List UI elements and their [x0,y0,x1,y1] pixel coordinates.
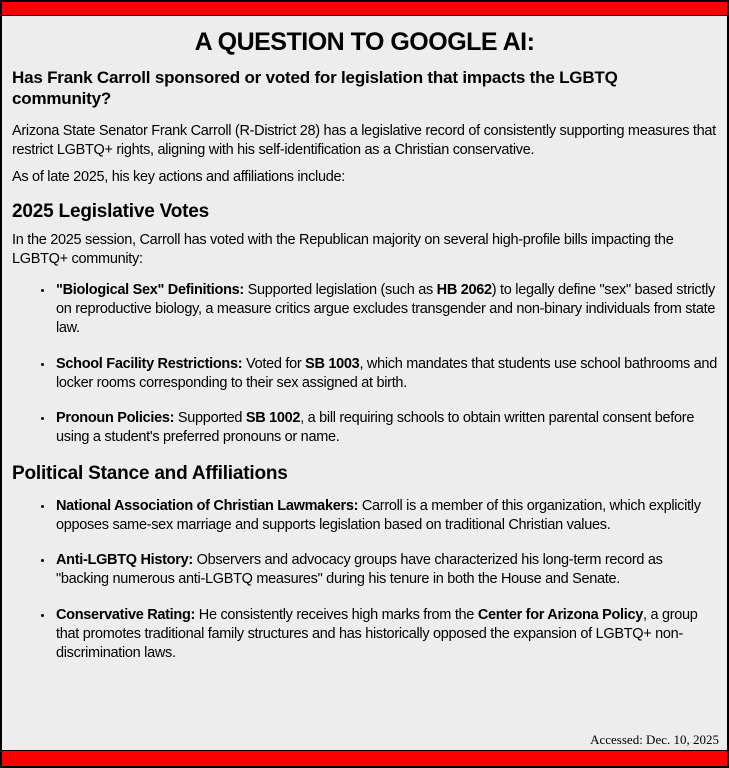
page-title: A QUESTION TO GOOGLE AI: [194,28,535,56]
section-lead-legislative-votes: In the 2025 session, Carroll has voted with the Republican majority on several high-profile bills impacting the LGBTQ+ community: [12,231,674,267]
bullet-list-political-stance [12,497,717,663]
bottom-red-bar [2,750,727,766]
intro-paragraph-1: Arizona State Senator Frank Carroll (R-District 28) has a legislative record of consistently supporting measures that restrict LGBTQ+ rights, aligning with his self-identification as a Christian conservative. [12,122,716,158]
content-area [2,16,727,750]
top-red-bar [2,2,727,16]
question-heading: Has Frank Carroll sponsored or voted for legislation that impacts the LGBTQ community? [12,68,618,109]
section-heading-political-stance: Political Stance and Affiliations [12,463,288,484]
accessed-date: Accessed: Dec. 10, 2025 [590,732,719,747]
list-item-christian-lawmakers: • National Association of Christian Lawmakers: Carroll is a member of this organization, which explicitly opposes same-sex marriage and supports legislation based on traditional Christian values. [54,497,717,535]
list-item-pronoun-policies: • Pronoun Policies: Supported SB 1002, a bill requiring schools to obtain written parental consent before using a student's preferred pronouns or name. [54,409,717,447]
list-item-school-facility: • School Facility Restrictions: Voted for SB 1003, which mandates that students use school bathrooms and locker rooms corresponding to their sex assigned at birth. [54,355,717,393]
section-heading-legislative-votes: 2025 Legislative Votes [12,200,209,222]
list-item-conservative-rating: • Conservative Rating: He consistently receives high marks from the Center for Arizona Policy, a group that promotes traditional family structures and has historically opposed the expansion of LGBTQ+ non-discrimination laws. [54,606,717,663]
intro-paragraph-2: As of late 2025, his key actions and affiliations include: [12,168,345,185]
list-item-biological-sex: • "Biological Sex" Definitions: Supported legislation (such as HB 2062) to legally define "sex" based strictly on reproductive biology, a measure critics argue excludes transgender and non-binary individuals from state law. [54,281,717,338]
bullet-list-legislative-votes [12,281,717,447]
list-item-anti-lgbtq-history: • Anti-LGBTQ History: Observers and advocacy groups have characterized his long-term record as "backing numerous anti-LGBTQ measures" during his tenure in both the House and Senate. [54,551,717,589]
